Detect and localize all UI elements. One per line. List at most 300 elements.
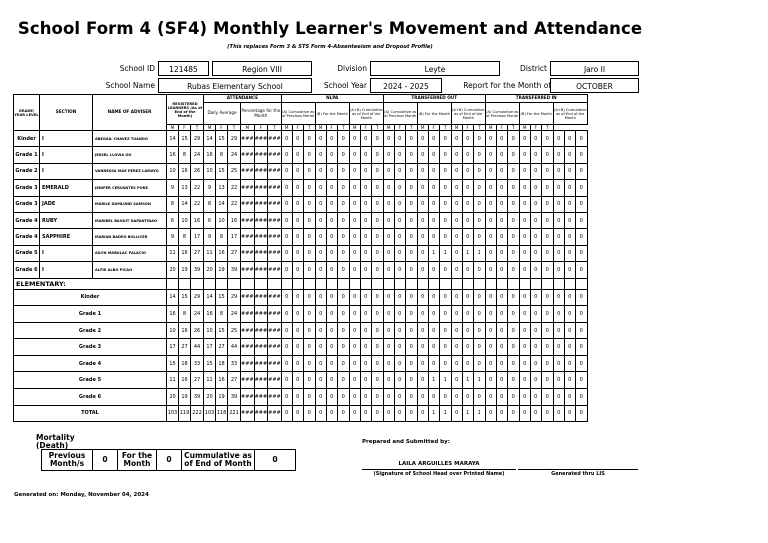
percentage-cell: ### <box>254 289 268 306</box>
movement-cell: 0 <box>349 131 360 147</box>
percentage-cell: ### <box>241 262 255 278</box>
movement-cell: 0 <box>371 339 383 356</box>
movement-cell: 0 <box>485 289 496 306</box>
report-month-value: OCTOBER <box>550 78 639 93</box>
registered-f: 16 <box>179 372 191 389</box>
movement-cell: 0 <box>417 289 428 306</box>
movement-cell: 0 <box>462 262 473 278</box>
movement-cell: 0 <box>394 245 405 261</box>
movement-cell: 0 <box>405 306 417 323</box>
movement-cell: 0 <box>337 289 349 306</box>
summary-grade-cell: Grade 5 <box>14 372 167 389</box>
adviser-cell: ABEGAIL CHAVEZ TUANDO <box>93 131 167 147</box>
movement-cell: 0 <box>564 289 575 306</box>
transferred-in-cum-end-header: (A+B) Cumulative as of End of the Month <box>553 103 587 125</box>
section-cell: EMERALD <box>40 180 93 196</box>
movement-cell: 0 <box>530 262 541 278</box>
sex-header-t: T <box>541 125 553 131</box>
summary-grade-cell: Kinder <box>14 289 167 306</box>
empty-cell <box>191 278 204 289</box>
movement-cell: 0 <box>530 355 541 372</box>
movement-cell: 0 <box>383 306 394 323</box>
movement-cell: 0 <box>473 355 485 372</box>
grade-cell: Grade 3 <box>14 180 40 196</box>
table-row <box>14 163 588 179</box>
empty-cell <box>254 278 268 289</box>
registered-f: 8 <box>179 306 191 323</box>
movement-cell: 0 <box>405 372 417 389</box>
movement-cell: 0 <box>496 322 507 339</box>
movement-cell: 0 <box>507 262 519 278</box>
registered-f: 27 <box>179 339 191 356</box>
daily-avg-t: 17 <box>228 229 241 245</box>
movement-cell: 0 <box>326 322 337 339</box>
movement-cell: 0 <box>496 131 507 147</box>
movement-cell: 0 <box>281 212 292 228</box>
movement-cell: 0 <box>281 196 292 212</box>
movement-cell: 0 <box>530 405 541 422</box>
registered-learners-header: REGISTERED LEARNERS (As of End of the Month) <box>167 95 204 125</box>
adviser-cell: JENIFER CERVANTES PORE <box>93 180 167 196</box>
movement-cell: 0 <box>462 339 473 356</box>
movement-cell: 0 <box>337 212 349 228</box>
daily-avg-t: 27 <box>228 245 241 261</box>
movement-cell: 0 <box>337 389 349 406</box>
movement-cell: 1 <box>439 245 451 261</box>
movement-cell: 0 <box>371 306 383 323</box>
movement-cell: 0 <box>303 163 315 179</box>
movement-cell: 0 <box>564 355 575 372</box>
movement-cell: 0 <box>462 212 473 228</box>
sex-header-m: M <box>315 125 326 131</box>
movement-cell: 0 <box>405 355 417 372</box>
movement-cell: 0 <box>473 339 485 356</box>
daily-avg-f: 8 <box>216 147 228 163</box>
movement-cell: 0 <box>473 163 485 179</box>
movement-cell: 0 <box>292 289 303 306</box>
movement-cell: 0 <box>519 163 530 179</box>
movement-cell: 0 <box>315 180 326 196</box>
movement-cell: 0 <box>337 355 349 372</box>
percentage-cell: ### <box>241 372 255 389</box>
movement-cell: 0 <box>360 389 371 406</box>
movement-cell: 0 <box>303 245 315 261</box>
registered-m: 14 <box>167 131 179 147</box>
movement-cell: 0 <box>530 131 541 147</box>
movement-cell: 0 <box>541 163 553 179</box>
movement-cell: 0 <box>326 372 337 389</box>
movement-cell: 0 <box>553 389 564 406</box>
movement-cell: 0 <box>553 405 564 422</box>
movement-cell: 0 <box>519 372 530 389</box>
movement-cell: 0 <box>575 372 587 389</box>
adviser-header: NAME OF ADVISER <box>93 95 167 131</box>
movement-cell: 0 <box>519 229 530 245</box>
movement-cell: 0 <box>530 339 541 356</box>
movement-cell: 0 <box>405 180 417 196</box>
empty-cell <box>228 278 241 289</box>
movement-cell: 0 <box>281 131 292 147</box>
registered-f: 13 <box>179 180 191 196</box>
movement-cell: 0 <box>553 196 564 212</box>
movement-cell: 0 <box>519 245 530 261</box>
movement-cell: 0 <box>485 196 496 212</box>
movement-cell: 0 <box>326 355 337 372</box>
movement-cell: 0 <box>405 405 417 422</box>
empty-cell <box>519 278 530 289</box>
movement-cell: 0 <box>281 262 292 278</box>
movement-cell: 0 <box>315 405 326 422</box>
registered-t: 27 <box>191 372 204 389</box>
movement-cell: 0 <box>417 147 428 163</box>
movement-cell: 0 <box>371 322 383 339</box>
movement-cell: 0 <box>530 322 541 339</box>
movement-cell: 0 <box>564 196 575 212</box>
empty-cell <box>496 278 507 289</box>
mortality-table <box>41 449 296 471</box>
movement-cell: 0 <box>519 180 530 196</box>
movement-cell: 0 <box>439 322 451 339</box>
movement-cell: 0 <box>553 163 564 179</box>
empty-cell <box>530 278 541 289</box>
sex-header-m: M <box>349 125 360 131</box>
movement-cell: 0 <box>371 196 383 212</box>
movement-cell: 0 <box>451 289 462 306</box>
movement-cell: 0 <box>451 262 462 278</box>
movement-cell: 0 <box>439 389 451 406</box>
adviser-cell: VANNESSA MAE PEREZ LAMAYO <box>93 163 167 179</box>
movement-cell: 0 <box>451 131 462 147</box>
movement-cell: 0 <box>394 163 405 179</box>
movement-cell: 1 <box>428 245 439 261</box>
movement-cell: 0 <box>530 196 541 212</box>
movement-cell: 0 <box>349 180 360 196</box>
movement-cell: 0 <box>496 289 507 306</box>
attendance-table <box>13 94 588 422</box>
movement-cell: 0 <box>292 322 303 339</box>
movement-cell: 0 <box>473 212 485 228</box>
movement-cell: 0 <box>507 163 519 179</box>
movement-cell: 0 <box>519 196 530 212</box>
registered-f: 16 <box>179 245 191 261</box>
movement-cell: 0 <box>428 147 439 163</box>
table-row <box>14 229 588 245</box>
movement-cell: 0 <box>281 405 292 422</box>
percentage-cell: ### <box>254 322 268 339</box>
percentage-cell: ### <box>241 339 255 356</box>
movement-cell: 0 <box>303 339 315 356</box>
movement-cell: 0 <box>371 245 383 261</box>
sex-header-m: M <box>417 125 428 131</box>
movement-cell: 0 <box>337 180 349 196</box>
movement-cell: 0 <box>507 147 519 163</box>
grade-cell: Grade 4 <box>14 212 40 228</box>
empty-cell <box>451 278 462 289</box>
percentage-header: Percentage for the Month <box>241 103 282 125</box>
percentage-cell: ### <box>254 306 268 323</box>
movement-cell: 0 <box>564 131 575 147</box>
movement-cell: 0 <box>315 229 326 245</box>
section-cell: I <box>40 147 93 163</box>
movement-cell: 0 <box>394 306 405 323</box>
movement-cell: 0 <box>473 306 485 323</box>
movement-cell: 0 <box>473 229 485 245</box>
movement-cell: 0 <box>349 229 360 245</box>
percentage-cell: ### <box>241 405 255 422</box>
movement-cell: 0 <box>394 372 405 389</box>
empty-cell <box>268 278 282 289</box>
movement-cell: 0 <box>360 262 371 278</box>
movement-cell: 0 <box>485 229 496 245</box>
movement-cell: 0 <box>485 355 496 372</box>
movement-cell: 0 <box>485 212 496 228</box>
mortality-prev-value: 0 <box>93 450 118 471</box>
movement-cell: 0 <box>337 372 349 389</box>
movement-cell: 0 <box>485 131 496 147</box>
generated-thru: Generated thru LIS <box>551 471 605 477</box>
movement-cell: 0 <box>428 131 439 147</box>
mortality-month-label: For the Month <box>118 450 157 471</box>
movement-cell: 0 <box>564 306 575 323</box>
movement-cell: 0 <box>417 163 428 179</box>
movement-cell: 0 <box>473 147 485 163</box>
table-row <box>14 245 588 261</box>
movement-cell: 0 <box>575 131 587 147</box>
movement-cell: 0 <box>485 262 496 278</box>
movement-cell: 0 <box>371 372 383 389</box>
movement-cell: 0 <box>303 289 315 306</box>
movement-cell: 0 <box>315 389 326 406</box>
daily-average-header: Daily Average <box>204 103 241 125</box>
movement-cell: 0 <box>315 196 326 212</box>
movement-cell: 0 <box>485 322 496 339</box>
movement-cell: 0 <box>485 245 496 261</box>
daily-avg-t: 44 <box>228 339 241 356</box>
movement-cell: 0 <box>383 405 394 422</box>
movement-cell: 0 <box>564 245 575 261</box>
registered-m: 10 <box>167 322 179 339</box>
movement-cell: 0 <box>462 131 473 147</box>
sex-header-t: T <box>371 125 383 131</box>
registered-t: 44 <box>191 339 204 356</box>
daily-avg-m: 9 <box>204 229 216 245</box>
movement-cell: 0 <box>360 147 371 163</box>
daily-avg-m: 8 <box>204 196 216 212</box>
elementary-row <box>14 278 588 289</box>
percentage-cell: ### <box>268 306 282 323</box>
movement-cell: 0 <box>507 180 519 196</box>
sex-header-m: M <box>167 125 179 131</box>
empty-cell <box>281 278 292 289</box>
percentage-cell: ### <box>268 245 282 261</box>
movement-cell: 0 <box>530 372 541 389</box>
movement-cell: 0 <box>405 196 417 212</box>
movement-cell: 0 <box>417 262 428 278</box>
daily-avg-t: 29 <box>228 289 241 306</box>
movement-cell: 0 <box>349 245 360 261</box>
generated-on: Generated on: Monday, November 04, 2024 <box>14 492 149 498</box>
sex-header-t: T <box>507 125 519 131</box>
summary-row <box>14 372 588 389</box>
daily-avg-m: 10 <box>204 322 216 339</box>
movement-cell: 1 <box>439 405 451 422</box>
daily-avg-f: 19 <box>216 262 228 278</box>
percentage-cell: ### <box>268 163 282 179</box>
movement-cell: 0 <box>462 389 473 406</box>
movement-cell: 0 <box>337 322 349 339</box>
region-value: Region VIII <box>212 61 312 76</box>
movement-cell: 0 <box>383 163 394 179</box>
percentage-cell: ### <box>254 339 268 356</box>
percentage-cell: ### <box>268 196 282 212</box>
movement-cell: 0 <box>383 196 394 212</box>
percentage-cell: ### <box>268 289 282 306</box>
movement-cell: 0 <box>496 339 507 356</box>
movement-cell: 0 <box>428 196 439 212</box>
movement-cell: 0 <box>428 389 439 406</box>
adviser-cell: MARILE DUMLUND SAMSON <box>93 196 167 212</box>
movement-cell: 0 <box>360 289 371 306</box>
movement-cell: 0 <box>462 355 473 372</box>
movement-cell: 0 <box>360 229 371 245</box>
movement-cell: 0 <box>575 405 587 422</box>
movement-cell: 0 <box>451 196 462 212</box>
daily-avg-f: 15 <box>216 131 228 147</box>
movement-cell: 0 <box>451 229 462 245</box>
movement-cell: 0 <box>428 322 439 339</box>
movement-cell: 0 <box>383 372 394 389</box>
movement-cell: 0 <box>337 196 349 212</box>
movement-cell: 0 <box>496 163 507 179</box>
report-month-label: Report for the Month of <box>463 81 551 90</box>
movement-cell: 0 <box>405 289 417 306</box>
movement-cell: 0 <box>575 389 587 406</box>
movement-cell: 0 <box>530 289 541 306</box>
sex-header-m: M <box>519 125 530 131</box>
registered-t: 26 <box>191 322 204 339</box>
movement-cell: 0 <box>281 147 292 163</box>
movement-cell: 0 <box>315 306 326 323</box>
generated-line <box>518 469 638 470</box>
nlpa-cum-end-header: (A+B) Cumulative as of End of the Month <box>349 103 383 125</box>
daily-avg-f: 16 <box>216 372 228 389</box>
movement-cell: 0 <box>519 355 530 372</box>
daily-avg-t: 25 <box>228 163 241 179</box>
empty-cell <box>337 278 349 289</box>
percentage-cell: ### <box>254 196 268 212</box>
empty-cell <box>564 278 575 289</box>
movement-cell: 0 <box>553 229 564 245</box>
movement-cell: 0 <box>281 355 292 372</box>
movement-cell: 0 <box>360 245 371 261</box>
movement-cell: 0 <box>541 389 553 406</box>
movement-cell: 0 <box>496 180 507 196</box>
percentage-cell: ### <box>254 372 268 389</box>
movement-cell: 0 <box>371 180 383 196</box>
sex-header-t: T <box>337 125 349 131</box>
movement-cell: 0 <box>462 163 473 179</box>
movement-cell: 0 <box>541 355 553 372</box>
transferred-out-cum-end-header: (A+B) Cumulative as of End of the Month <box>451 103 485 125</box>
movement-cell: 0 <box>371 262 383 278</box>
movement-cell: 0 <box>496 405 507 422</box>
movement-cell: 0 <box>405 245 417 261</box>
percentage-cell: ### <box>241 289 255 306</box>
movement-cell: 0 <box>575 180 587 196</box>
movement-cell: 0 <box>405 131 417 147</box>
movement-cell: 0 <box>507 131 519 147</box>
transferred-out-cum-prev-header: (A) Cumulative as of Previous Month <box>383 103 417 125</box>
movement-cell: 0 <box>383 147 394 163</box>
percentage-cell: ### <box>268 262 282 278</box>
sex-header-t: T <box>268 125 282 131</box>
movement-cell: 0 <box>349 262 360 278</box>
movement-cell: 0 <box>496 372 507 389</box>
movement-cell: 1 <box>439 372 451 389</box>
nlpa-for-month-header: (B) For the Month <box>315 103 349 125</box>
movement-cell: 0 <box>281 229 292 245</box>
table-row <box>14 131 588 147</box>
sex-header-t: T <box>439 125 451 131</box>
movement-cell: 0 <box>439 180 451 196</box>
movement-cell: 0 <box>405 212 417 228</box>
movement-cell: 0 <box>575 322 587 339</box>
movement-cell: 0 <box>496 389 507 406</box>
movement-cell: 0 <box>485 306 496 323</box>
registered-f: 15 <box>179 131 191 147</box>
movement-cell: 0 <box>281 322 292 339</box>
movement-cell: 0 <box>519 389 530 406</box>
movement-cell: 0 <box>349 389 360 406</box>
movement-cell: 0 <box>337 405 349 422</box>
movement-cell: 0 <box>439 355 451 372</box>
registered-t: 22 <box>191 196 204 212</box>
registered-f: 19 <box>179 262 191 278</box>
movement-cell: 0 <box>281 180 292 196</box>
percentage-cell: ### <box>241 322 255 339</box>
percentage-cell: ### <box>254 180 268 196</box>
registered-m: 16 <box>167 306 179 323</box>
movement-cell: 0 <box>564 163 575 179</box>
percentage-cell: ### <box>241 196 255 212</box>
movement-cell: 0 <box>292 163 303 179</box>
summary-row <box>14 289 588 306</box>
table-row <box>14 196 588 212</box>
movement-cell: 0 <box>383 355 394 372</box>
prepared-by-label: Prepared and Submitted by: <box>362 439 450 445</box>
movement-cell: 0 <box>315 163 326 179</box>
movement-cell: 0 <box>507 372 519 389</box>
movement-cell: 0 <box>337 147 349 163</box>
percentage-cell: ### <box>268 372 282 389</box>
sex-header-m: M <box>485 125 496 131</box>
movement-cell: 0 <box>326 131 337 147</box>
empty-cell <box>204 278 216 289</box>
registered-m: 6 <box>167 212 179 228</box>
empty-cell <box>473 278 485 289</box>
registered-m: 103 <box>167 405 179 422</box>
movement-cell: 0 <box>337 131 349 147</box>
movement-cell: 0 <box>326 262 337 278</box>
movement-cell: 0 <box>541 180 553 196</box>
daily-avg-t: 39 <box>228 262 241 278</box>
percentage-cell: ### <box>268 180 282 196</box>
percentage-cell: ### <box>241 389 255 406</box>
movement-cell: 0 <box>383 389 394 406</box>
movement-cell: 0 <box>337 339 349 356</box>
movement-cell: 0 <box>485 163 496 179</box>
movement-cell: 0 <box>292 339 303 356</box>
